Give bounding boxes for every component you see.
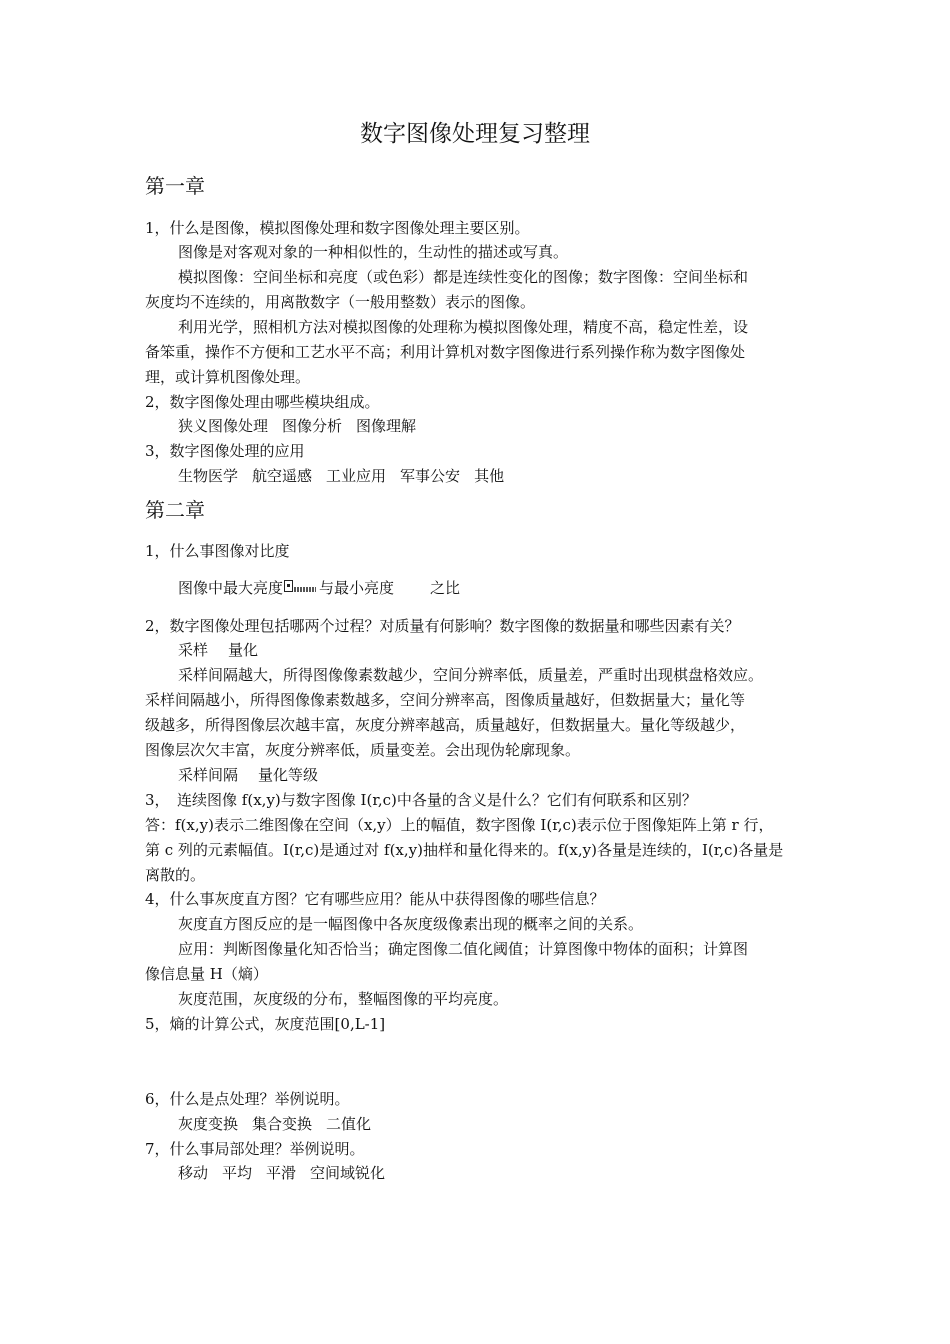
ch2-answer-4-para-2-line-1: 应用：判断图像量化知否恰当；确定图像二值化阈值；计算图像中物体的面积；计算图 bbox=[178, 940, 749, 958]
term: 量化 bbox=[228, 641, 259, 659]
ch1-answer-1-para-2-line-1: 模拟图像：空间坐标和亮度（或色彩）都是连续性变化的图像；数字图像：空间坐标和 bbox=[178, 268, 749, 286]
ch1-answer-2 bbox=[178, 414, 416, 438]
formula-image bbox=[284, 580, 318, 595]
ch2-answer-2-terms bbox=[178, 638, 258, 662]
module-item: 图像理解 bbox=[356, 417, 417, 435]
example-item: 二值化 bbox=[326, 1115, 372, 1133]
ch2-question-1: 1，什么事图像对比度 bbox=[145, 542, 290, 560]
ch2-question-6: 6，什么是点处理？举例说明。 bbox=[145, 1090, 350, 1108]
chapter-2-heading: 第二章 bbox=[145, 498, 205, 522]
ch2-answer-7 bbox=[178, 1161, 385, 1185]
ch1-answer-1-para-1: 图像是对客观对象的一种相似性的，生动性的描述或写真。 bbox=[178, 243, 569, 261]
ch2-answer-3-line-1: 答：f(x,y)表示二维图像在空间（x,y）上的幅值，数字图像 I(r,c)表示位于图像矩阵上第 r 行， bbox=[145, 816, 774, 834]
example-item: 灰度变换 bbox=[178, 1115, 239, 1133]
ch2-answer-2-factors bbox=[178, 763, 318, 787]
ch2-answer-4-para-1: 灰度直方图反应的是一幅图像中各灰度级像素出现的概率之间的关系。 bbox=[178, 915, 644, 933]
factor: 采样间隔 bbox=[178, 766, 239, 784]
ch2-question-3: 3， 连续图像 f(x,y)与数字图像 I(r,c)中各量的含义是什么？它们有何联系和区别？ bbox=[145, 791, 697, 809]
ch1-answer-1-para-3-line-2: 备笨重，操作不方便和工艺水平不高；利用计算机对数字图像进行系列操作称为数字图像处 bbox=[145, 343, 746, 361]
ch1-question-1: 1，什么是图像，模拟图像处理和数字图像处理主要区别。 bbox=[145, 219, 530, 237]
ch2-question-7: 7，什么事局部处理？举例说明。 bbox=[145, 1140, 365, 1158]
chapter-1-heading: 第一章 bbox=[145, 174, 205, 198]
application-item: 其他 bbox=[474, 467, 505, 485]
ch1-answer-1-para-2-line-2: 灰度均不连续的，用离散数字（一般用整数）表示的图像。 bbox=[145, 293, 536, 311]
ch2-question-2: 2，数字图像处理包括哪两个过程？对质量有何影响？数字图像的数据量和哪些因素有关？ bbox=[145, 617, 740, 635]
application-item: 航空遥感 bbox=[252, 467, 313, 485]
ch2-answer-3-line-3: 离散的。 bbox=[145, 866, 206, 884]
application-item: 生物医学 bbox=[178, 467, 239, 485]
ch1-answer-1-para-3-line-3: 理，或计算机图像处理。 bbox=[145, 368, 311, 386]
ch2-question-5: 5，熵的计算公式，灰度范围[0,L-1] bbox=[145, 1015, 386, 1033]
ch1-question-3: 3，数字图像处理的应用 bbox=[145, 442, 305, 460]
ch2-answer-6 bbox=[178, 1112, 371, 1136]
ch2-answer-2-line-3: 级越多，所得图像层次越丰富，灰度分辨率越高，质量越好，但数据量大。量化等级越少， bbox=[145, 716, 746, 734]
ch2-answer-2-line-4: 图像层次欠丰富，灰度分辨率低，质量变差。会出现伪轮廓现象。 bbox=[145, 741, 581, 759]
ch1-answer-3 bbox=[178, 464, 504, 488]
ch1-answer-1-para-3-line-1: 利用光学，照相机方法对模拟图像的处理称为模拟图像处理，精度不高，稳定性差，设 bbox=[178, 318, 749, 336]
application-item: 工业应用 bbox=[326, 467, 387, 485]
ch2-answer-4-para-3: 灰度范围，灰度级的分布，整幅图像的平均亮度。 bbox=[178, 990, 509, 1008]
ch2-answer-2-line-1: 采样间隔越大，所得图像像素数越少，空间分辨率低，质量差，严重时出现棋盘格效应。 bbox=[178, 666, 764, 684]
ch2-answer-1 bbox=[178, 576, 460, 600]
ch1-question-2: 2，数字图像处理由哪些模块组成。 bbox=[145, 393, 380, 411]
term: 采样 bbox=[178, 641, 209, 659]
example-item: 空间域锐化 bbox=[310, 1164, 386, 1182]
answer-text: 之比 bbox=[430, 579, 461, 597]
ch2-answer-4-para-2-line-2: 像信息量 H（熵） bbox=[145, 965, 268, 983]
ch2-answer-2-line-2: 采样间隔越小，所得图像像素数越多，空间分辨率高，图像质量越好，但数据量大；量化等 bbox=[145, 691, 746, 709]
factor: 量化等级 bbox=[258, 766, 319, 784]
example-item: 集合变换 bbox=[252, 1115, 313, 1133]
example-item: 平滑 bbox=[266, 1164, 297, 1182]
ch2-answer-3-line-2: 第 c 列的元素幅值。I(r,c)是通过对 f(x,y)抽样和量化得来的。f(x,y)各量是连续的，I(r,c)各量是 bbox=[145, 841, 784, 859]
module-item: 狭义图像处理 bbox=[178, 417, 269, 435]
example-item: 移动 bbox=[178, 1164, 209, 1182]
module-item: 图像分析 bbox=[282, 417, 343, 435]
document-title: 数字图像处理复习整理 bbox=[360, 121, 590, 147]
example-item: 平均 bbox=[222, 1164, 253, 1182]
application-item: 军事公安 bbox=[400, 467, 461, 485]
answer-text: 图像中最大亮度 bbox=[178, 579, 284, 597]
answer-text: 与最小亮度 bbox=[319, 579, 395, 597]
ch2-question-4: 4，什么事灰度直方图？它有哪些应用？能从中获得图像的哪些信息？ bbox=[145, 890, 605, 908]
